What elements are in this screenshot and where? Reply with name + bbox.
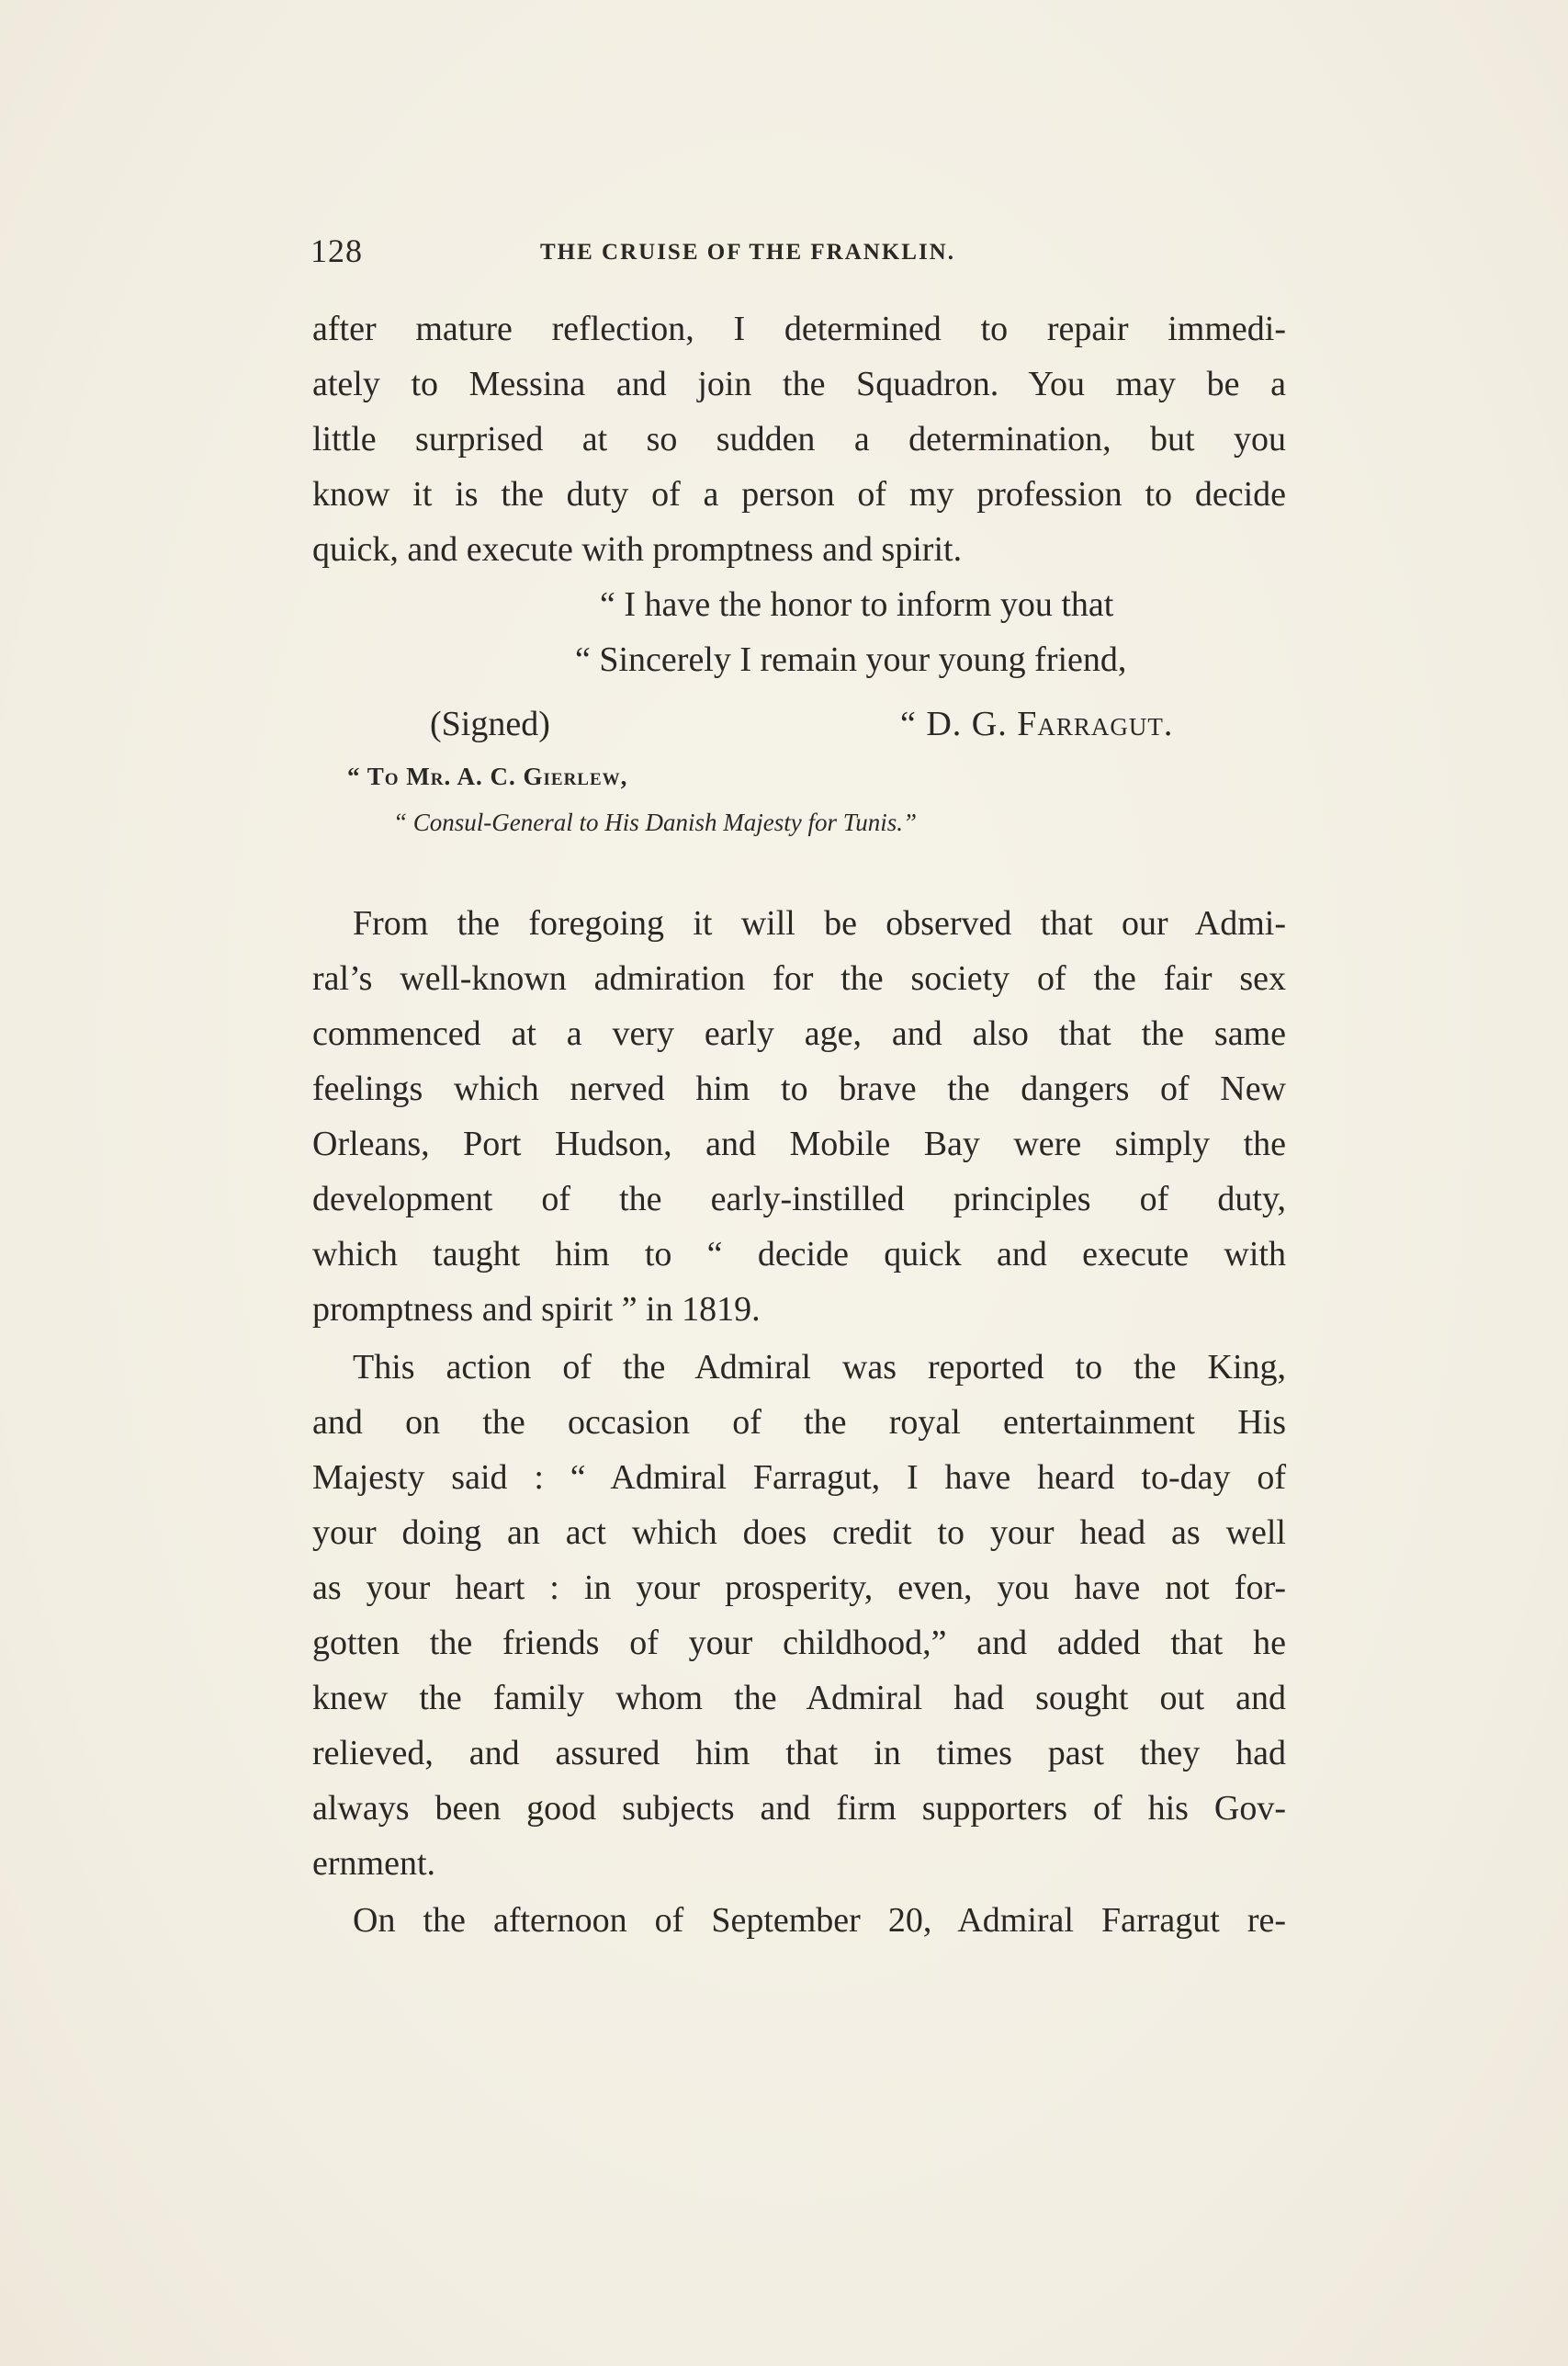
addressee-name: “ To Mr. A. C. Gierlew, — [347, 763, 628, 790]
addressee-title: “ Consul-General to His Danish Majesty for Tunis.” — [393, 809, 918, 836]
letter-line: quick, and execute with promptness and spirit. — [312, 530, 963, 569]
paragraph-line: ral’s well-known admiration for the society of the fair sex — [312, 959, 1286, 998]
paragraph-line: Majesty said : “ Admiral Farragut, I have heard to-day of — [312, 1458, 1286, 1497]
paragraph-line: This action of the Admiral was reported to the King, — [353, 1348, 1286, 1387]
paragraph-line: development of the early-instilled principles of duty, — [312, 1180, 1286, 1218]
paragraph-line: your doing an act which does credit to your head as well — [312, 1513, 1286, 1552]
paragraph-line: commenced at a very early age, and also that the same — [312, 1014, 1286, 1053]
paragraph-line: promptness and spirit ” in 1819. — [312, 1290, 761, 1329]
page-header — [310, 232, 1284, 277]
page-number: 128 — [310, 232, 363, 269]
paragraph-line: as your heart : in your prosperity, even, you have not for- — [312, 1568, 1286, 1607]
paragraph-line: and on the occasion of the royal entertainment His — [312, 1403, 1286, 1442]
paragraph-line: feelings which nerved him to brave the dangers of New — [312, 1070, 1286, 1108]
paragraph-line: ernment. — [312, 1844, 436, 1883]
closing-line: “ Sincerely I remain your young friend, — [575, 640, 1127, 679]
letter-line: know it is the duty of a person of my profession to decide — [312, 475, 1286, 514]
paragraph-line: which taught him to “ decide quick and execute with — [312, 1235, 1286, 1274]
closing-line: “ I have the honor to inform you that — [600, 585, 1114, 624]
signature: “ D. G. Farragut. — [900, 705, 1174, 743]
paragraph-line: From the foregoing it will be observed that our Admi- — [353, 904, 1286, 943]
letter-line: after mature reflection, I determined to repair immedi- — [312, 310, 1286, 348]
running-title: THE CRUISE OF THE FRANKLIN. — [540, 240, 955, 265]
signed-label: (Signed) — [430, 705, 550, 743]
letter-line: ately to Messina and join the Squadron. You may be a — [312, 365, 1286, 403]
paragraph-line: On the afternoon of September 20, Admiral Farragut re- — [353, 1901, 1286, 1940]
paragraph-line: always been good subjects and firm supporters of his Gov- — [312, 1789, 1286, 1828]
paragraph-line: relieved, and assured him that in times past they had — [312, 1734, 1286, 1772]
paragraph-line: gotten the friends of your childhood,” and added that he — [312, 1624, 1286, 1662]
paragraph-line: knew the family whom the Admiral had sought out and — [312, 1679, 1286, 1717]
letter-line: little surprised at so sudden a determination, but you — [312, 420, 1286, 458]
paragraph-line: Orleans, Port Hudson, and Mobile Bay were simply the — [312, 1125, 1286, 1163]
